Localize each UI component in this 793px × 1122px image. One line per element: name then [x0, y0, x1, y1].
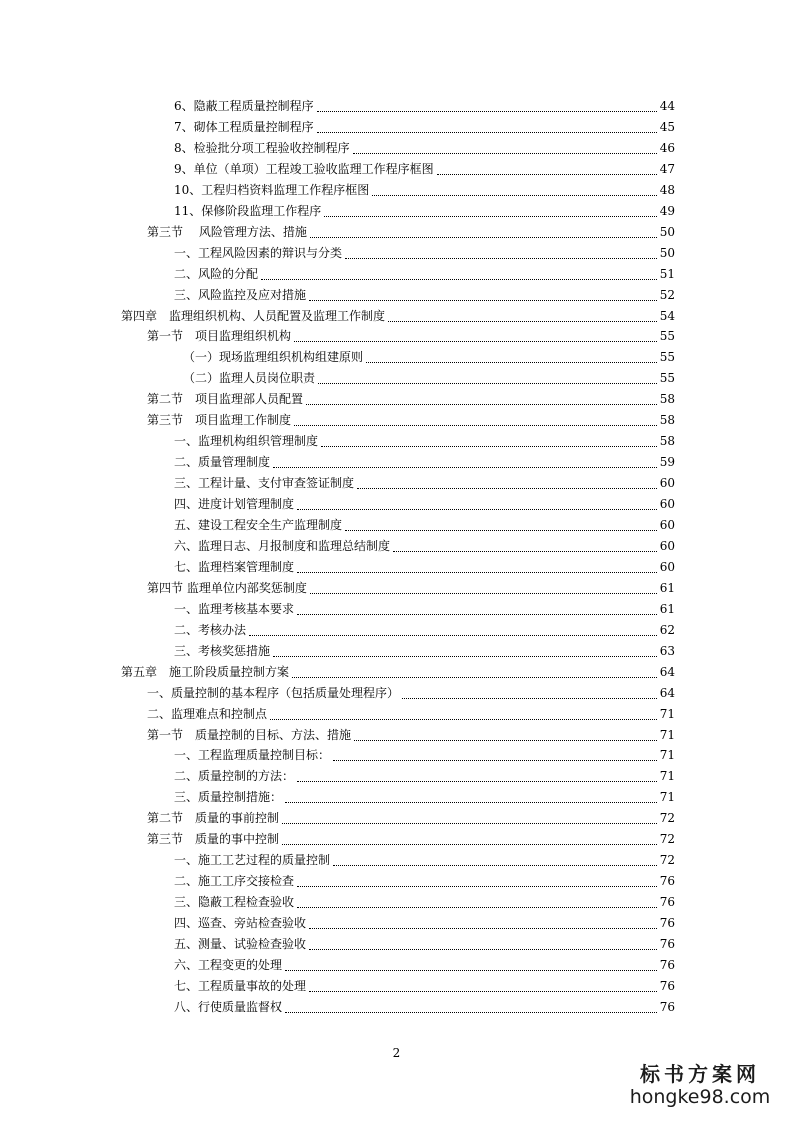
toc-entry-page: 60 [659, 518, 675, 532]
toc-entry[interactable] [174, 557, 675, 578]
toc-entry-title: 五、建设工程安全生产监理制度 [174, 518, 343, 532]
toc-entry-page: 44 [659, 99, 675, 113]
toc-entry-title: 四、进度计划管理制度 [174, 497, 295, 512]
toc-entry-title: 第一节 项目监理组织机构 [147, 329, 292, 344]
toc-dot-leader [317, 110, 657, 112]
toc-dot-leader [353, 152, 657, 154]
toc-entry-page: 55 [659, 350, 675, 365]
toc-entry[interactable] [174, 641, 675, 662]
toc-entry[interactable] [174, 934, 675, 955]
toc-entry[interactable] [174, 913, 675, 934]
toc-entry-page: 61 [659, 580, 675, 595]
toc-dot-leader [297, 885, 657, 887]
toc-dot-leader [306, 403, 657, 405]
toc-entry[interactable] [174, 138, 675, 159]
toc-dot-leader [282, 822, 657, 824]
toc-entry[interactable] [147, 829, 675, 850]
toc-entry[interactable] [147, 683, 675, 704]
toc-entry-title: 第四章 监理组织机构、人员配置及监理工作制度 [121, 308, 386, 323]
toc-entry-title: 三、隐蔽工程检查验收 [174, 895, 295, 910]
toc-dot-leader [321, 445, 657, 447]
toc-entry-page: 49 [659, 203, 675, 218]
toc-entry[interactable] [174, 892, 675, 913]
toc-dot-leader [297, 780, 657, 782]
toc-dot-leader [294, 340, 657, 342]
toc-entry-page: 60 [659, 538, 675, 553]
toc-dot-leader [292, 676, 657, 678]
toc-entry-title: 7、砌体工程质量控制程序 [174, 119, 314, 134]
toc-dot-leader [273, 655, 657, 657]
toc-entry[interactable] [174, 787, 675, 808]
toc-entry-page: 62 [659, 622, 675, 637]
toc-entry[interactable] [174, 620, 675, 641]
toc-dot-leader [333, 759, 657, 761]
toc-entry-page: 71 [659, 706, 675, 721]
toc-entry-page: 60 [659, 476, 675, 491]
toc-entry-page: 63 [659, 643, 675, 658]
page-number: 2 [392, 1046, 401, 1060]
toc-entry[interactable] [174, 201, 675, 222]
toc-entry-title: 第三节 风险管理方法、措施 [147, 224, 307, 239]
toc-dot-leader [285, 1011, 657, 1013]
toc-entry-page: 71 [659, 727, 675, 742]
toc-entry-page: 72 [659, 853, 675, 868]
toc-dot-leader [437, 173, 657, 175]
toc-dot-leader [285, 969, 657, 971]
toc-dot-leader [345, 257, 657, 259]
toc-entry-page: 46 [659, 140, 675, 155]
toc-entry[interactable] [174, 243, 675, 264]
toc-entry-page: 45 [659, 119, 675, 134]
toc-entry-page: 55 [659, 371, 675, 386]
toc-entry-page: 64 [659, 685, 675, 700]
toc-entry-title: 一、监理考核基本要求 [174, 601, 295, 616]
toc-entry-title: 第二节 项目监理部人员配置 [147, 392, 304, 407]
toc-entry-title: 七、监理档案管理制度 [174, 559, 295, 574]
toc-dot-leader [309, 948, 657, 950]
toc-entry[interactable] [183, 368, 675, 389]
toc-entry-page: 58 [659, 434, 675, 449]
toc-entry-page: 72 [659, 811, 675, 826]
toc-dot-leader [354, 739, 657, 741]
toc-entry[interactable] [174, 117, 675, 138]
toc-dot-leader [297, 613, 657, 615]
toc-entry-title: 二、考核办法 [174, 622, 247, 637]
watermark-url: hongke98.com [629, 1086, 771, 1108]
toc-entry[interactable] [147, 704, 675, 725]
toc-dot-leader [357, 487, 657, 489]
toc-entry-title: 一、工程风险因素的辩识与分类 [174, 245, 343, 260]
toc-dot-leader [310, 236, 657, 238]
toc-dot-leader [297, 508, 657, 510]
watermark-title: 标书方案网 [640, 1062, 760, 1086]
toc-entry[interactable] [174, 515, 675, 536]
toc-entry[interactable] [174, 452, 675, 473]
toc-entry-title: （一）现场监理组织机构组建原则 [183, 350, 364, 365]
toc-dot-leader [393, 550, 657, 552]
toc-entry[interactable] [174, 159, 675, 180]
toc-entry-title: 四、巡查、旁站检查验收 [174, 916, 307, 931]
toc-dot-leader [285, 801, 657, 803]
toc-dot-leader [309, 299, 657, 301]
toc-entry[interactable] [174, 871, 675, 892]
toc-entry[interactable] [121, 306, 675, 327]
toc-entry-title: 二、施工工序交接检查 [174, 874, 295, 889]
toc-entry[interactable] [174, 264, 675, 285]
toc-entry[interactable] [174, 850, 675, 871]
toc-entry-page: 61 [659, 601, 675, 616]
toc-entry[interactable] [174, 997, 675, 1018]
toc-entry-page: 60 [659, 497, 675, 512]
toc-entry-page: 76 [659, 957, 675, 972]
toc-entry-page: 47 [659, 161, 675, 176]
toc-entry[interactable] [174, 180, 675, 201]
toc-entry[interactable] [174, 536, 675, 557]
toc-entry-title: 第三节 项目监理工作制度 [147, 413, 292, 428]
toc-entry-page: 76 [659, 895, 675, 910]
toc-entry-title: 七、工程质量事故的处理 [174, 978, 307, 993]
toc-dot-leader [261, 278, 657, 280]
toc-entry-page: 58 [659, 392, 675, 407]
toc-entry-title: 二、风险的分配 [174, 266, 259, 281]
toc-entry-page: 52 [659, 287, 675, 302]
toc-dot-leader [273, 466, 657, 468]
toc-entry[interactable] [174, 745, 675, 766]
toc-dot-leader [318, 382, 657, 384]
toc-entry-title: 一、监理机构组织管理制度 [174, 434, 319, 449]
toc-entry-title: 9、单位（单项）工程竣工验收监理工作程序框图 [174, 161, 434, 176]
toc-entry-page: 48 [659, 182, 675, 197]
toc-entry[interactable] [174, 955, 675, 976]
toc-entry-page: 50 [659, 245, 675, 260]
toc-dot-leader [402, 697, 657, 699]
toc-entry-title: 一、施工工艺过程的质量控制 [174, 853, 331, 868]
toc-entry-title: 第四节 监理单位内部奖惩制度 [147, 580, 307, 595]
toc-entry-title: 二、质量管理制度 [174, 455, 271, 470]
toc-dot-leader [270, 718, 657, 720]
toc-dot-leader [317, 131, 657, 133]
toc-entry-title: 六、工程变更的处理 [174, 957, 283, 972]
toc-entry-page: 72 [659, 832, 675, 847]
toc-entry-title: 第三节 质量的事中控制 [147, 832, 280, 847]
toc-dot-leader [297, 906, 657, 908]
toc-entry[interactable] [147, 389, 675, 410]
toc-dot-leader [388, 320, 657, 322]
toc-entry-page: 76 [659, 916, 675, 931]
toc-entry-title: 五、测量、试验检查验收 [174, 937, 307, 951]
toc-dot-leader [294, 424, 657, 426]
toc-entry[interactable] [174, 96, 675, 117]
toc-entry-title: 三、考核奖惩措施 [174, 643, 271, 658]
toc-entry[interactable] [174, 766, 675, 787]
toc-entry[interactable] [174, 473, 675, 494]
toc-entry-title: 11、保修阶段监理工作程序 [174, 203, 322, 218]
toc-entry-title: 二、质量控制的方法： [174, 769, 295, 784]
toc-entry-title: 一、质量控制的基本程序（包括质量处理程序） [147, 685, 400, 700]
toc-entry-title: 第一节 质量控制的目标、方法、措施 [147, 727, 352, 742]
toc-entry-page: 71 [659, 790, 675, 805]
toc-entry[interactable] [183, 347, 675, 368]
toc-entry-title: （二）监理人员岗位职责 [183, 371, 316, 386]
toc-dot-leader [282, 843, 657, 845]
toc-entry[interactable] [174, 494, 675, 515]
toc-entry-title: 三、风险监控及应对措施 [174, 287, 307, 302]
toc-entry-page: 58 [659, 413, 675, 428]
toc-dot-leader [310, 592, 657, 594]
toc-dot-leader [249, 634, 657, 636]
toc-entry-title: 第二节 质量的事前控制 [147, 811, 280, 826]
toc-entry[interactable] [147, 410, 675, 431]
toc-entry-page: 55 [659, 329, 675, 344]
toc-entry-page: 54 [659, 308, 675, 323]
toc-entry[interactable] [174, 431, 675, 452]
toc-entry-page: 71 [659, 769, 675, 784]
toc-dot-leader [345, 529, 657, 531]
watermark-logo [625, 1062, 775, 1108]
toc-entry-page: 71 [659, 748, 675, 763]
toc-entry-page: 76 [659, 874, 675, 889]
toc-entry-title: 6、隐蔽工程质量控制程序 [174, 99, 314, 113]
toc-entry-title: 一、工程监理质量控制目标： [174, 748, 331, 763]
toc-entry-title: 三、质量控制措施： [174, 790, 283, 805]
toc-dot-leader [372, 194, 656, 196]
toc-entry[interactable] [174, 599, 675, 620]
toc-dot-leader [366, 361, 657, 363]
toc-entry-page: 59 [659, 455, 675, 470]
toc-dot-leader [333, 864, 657, 866]
toc-entry-title: 二、监理难点和控制点 [147, 706, 268, 721]
toc-entry[interactable] [147, 326, 675, 347]
toc-entry-page: 76 [659, 999, 675, 1014]
toc-entry[interactable] [121, 662, 675, 683]
toc-entry-page: 51 [659, 266, 675, 281]
toc-entry-page: 76 [659, 978, 675, 993]
toc-dot-leader [309, 927, 657, 929]
toc-entry[interactable] [174, 976, 675, 997]
toc-entry[interactable] [147, 725, 675, 746]
toc-entry-title: 八、行使质量监督权 [174, 999, 283, 1014]
toc-entry-title: 10、工程归档资料监理工作程序框图 [174, 182, 370, 197]
toc-entry-page: 50 [659, 224, 675, 239]
toc-entry-title: 三、工程计量、支付审查签证制度 [174, 476, 355, 491]
toc-dot-leader [309, 990, 657, 992]
toc-entry-title: 8、检验批分项工程验收控制程序 [174, 140, 350, 155]
toc-dot-leader [297, 571, 657, 573]
toc-entry-page: 64 [659, 664, 675, 679]
toc-entry-page: 60 [659, 559, 675, 574]
toc-entry[interactable] [147, 808, 675, 829]
toc-entry[interactable] [174, 285, 675, 306]
toc-entry-title: 第五章 施工阶段质量控制方案 [121, 664, 290, 679]
toc-entry-title: 六、监理日志、月报制度和监理总结制度 [174, 538, 391, 553]
toc-entry-page: 76 [659, 937, 675, 951]
toc-entry[interactable] [147, 578, 675, 599]
toc-entry[interactable] [147, 222, 675, 243]
toc-dot-leader [324, 215, 656, 217]
